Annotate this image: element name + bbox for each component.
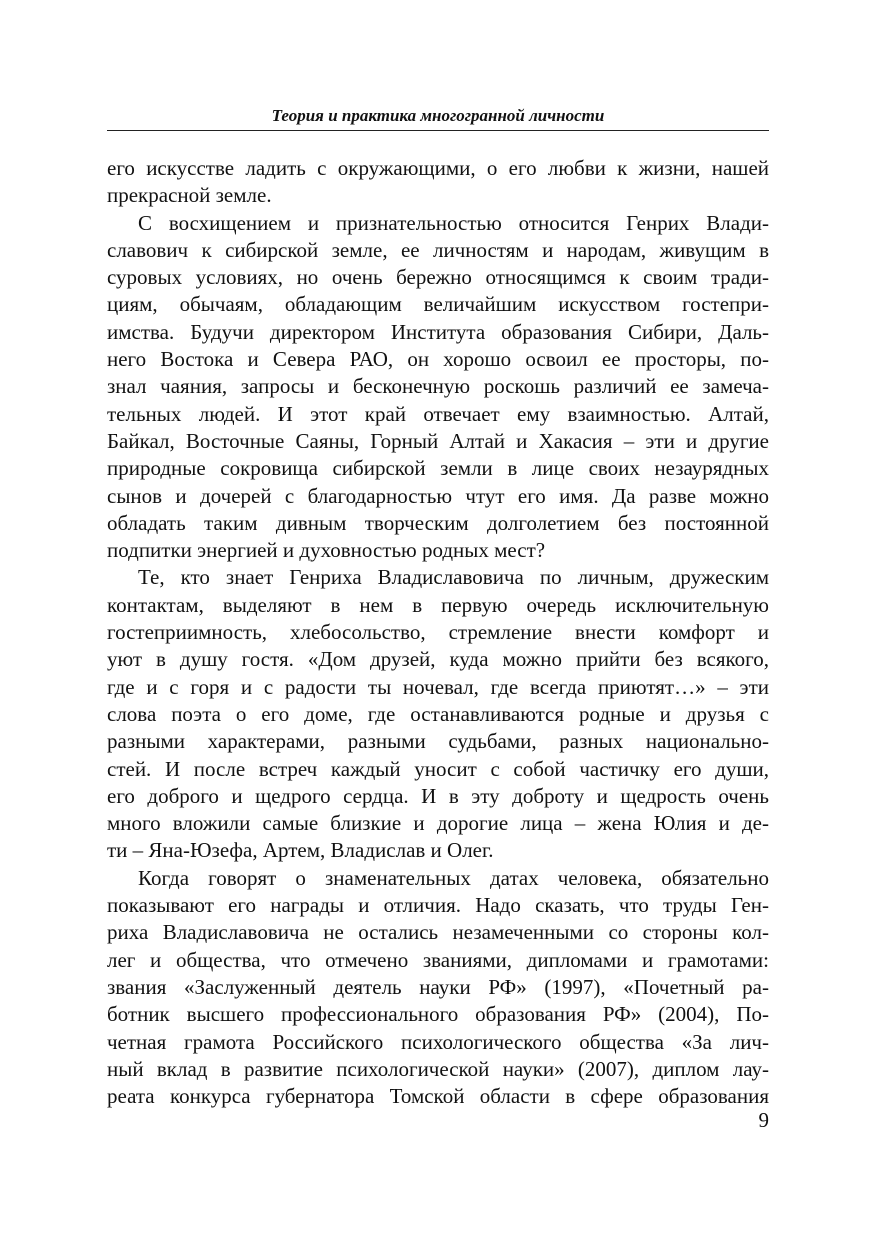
text-line: обладать таким дивным творческим долголетием без постоянной: [107, 510, 769, 535]
text-line: показывают его награды и отличия. Надо сказать, что труды Ген-: [107, 893, 769, 918]
text-line: четная грамота Российского психологического общества «За лич-: [107, 1029, 769, 1054]
text-line: ботник высшего профессионального образования РФ» (2004), По-: [107, 1002, 769, 1027]
page-number: 9: [758, 1108, 769, 1132]
text-line: циям, обычаям, обладающим величайшим искусством гостепри-: [107, 292, 769, 317]
text-line: контактам, выделяют в нем в первую очередь исключительную: [107, 592, 769, 617]
running-header: Теория и практика многогранной личности: [107, 104, 769, 131]
text-line: лег и общества, что отмечено званиями, дипломами и грамотами:: [107, 947, 769, 972]
text-line: реата конкурса губернатора Томской области в сфере образования: [107, 1084, 769, 1109]
text-line: ти – Яна-Юзефа, Артем, Владислав и Олег.: [107, 838, 494, 863]
text-line: Те, кто знает Генриха Владиславовича по личным, дружеским: [138, 565, 769, 590]
text-line: слова поэта о его доме, где останавливаются родные и друзья с: [107, 701, 769, 726]
text-line: тельных людей. И этот край отвечает ему взаимностью. Алтай,: [107, 401, 769, 426]
text-line: имства. Будучи директором Института образования Сибири, Даль-: [107, 319, 769, 344]
text-line: где и с горя и с радости ты ночевал, где всегда приютят…» – эти: [107, 674, 769, 699]
text-line: его искусстве ладить с окружающими, о его любви к жизни, нашей: [107, 156, 769, 180]
text-line: его доброго и щедрого сердца. И в эту доброту и щедрость очень: [107, 783, 769, 808]
text-line: звания «Заслуженный деятель науки РФ» (1997), «Почетный ра-: [107, 974, 769, 999]
text-line: С восхищением и признательностью относится Генрих Влади-: [138, 210, 769, 235]
text-line: знал чаяния, запросы и бесконечную роскошь различий ее замеча-: [107, 374, 769, 399]
body-text: [107, 155, 769, 1110]
text-line: разными характерами, разными судьбами, разных национально-: [107, 729, 769, 754]
text-line: природные сокровища сибирской земли в лице своих незаурядных: [107, 456, 769, 481]
paragraph: [107, 210, 769, 565]
paragraph: [107, 564, 769, 864]
text-line: уют в душу гостя. «Дом друзей, куда можно прийти без всякого,: [107, 647, 769, 672]
text-line: Когда говорят о знаменательных датах человека, обязательно: [138, 865, 769, 890]
text-line: сынов и дочерей с благодарностью чтут его имя. Да разве можно: [107, 483, 769, 508]
text-line: много вложили самые близкие и дорогие лица – жена Юлия и де-: [107, 811, 769, 836]
text-line: стей. И после встреч каждый уносит с собой частичку его души,: [107, 756, 769, 781]
text-line: суровых условиях, но очень бережно относящимся к своим тради-: [107, 265, 769, 290]
paragraph: [107, 865, 769, 1111]
text-line: гостеприимность, хлебосольство, стремление внести комфорт и: [107, 620, 769, 645]
text-line: него Востока и Севера РАО, он хорошо освоил ее просторы, по-: [107, 347, 769, 372]
text-line: риха Владиславовича не остались незамеченными со стороны кол-: [107, 920, 769, 945]
text-line: славович к сибирской земле, ее личностям и народам, живущим в: [107, 237, 769, 262]
text-line: ный вклад в развитие психологической науки» (2007), диплом лау-: [107, 1056, 769, 1081]
text-line: подпитки энергией и духовностью родных мест?: [107, 538, 546, 563]
text-line: прекрасной земле.: [107, 183, 272, 208]
paragraph: [107, 155, 769, 210]
text-line: Байкал, Восточные Саяны, Горный Алтай и Хакасия – эти и другие: [107, 428, 769, 453]
